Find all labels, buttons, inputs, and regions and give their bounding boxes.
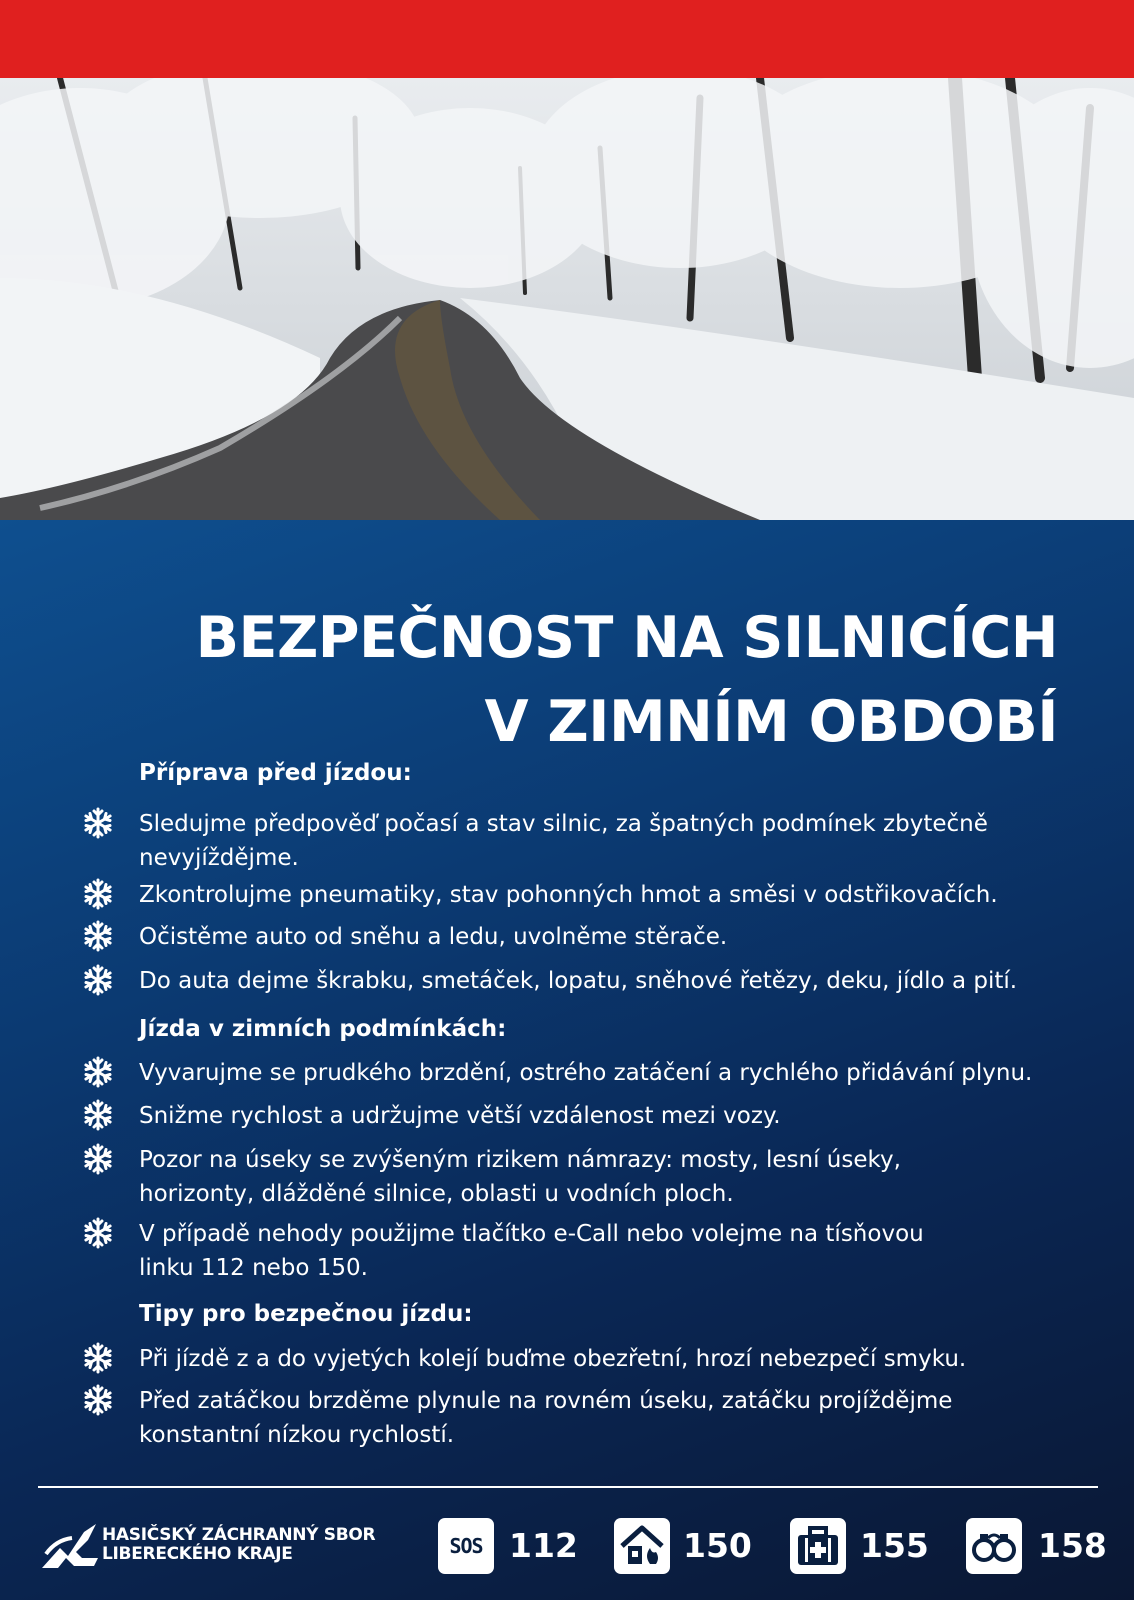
handcuffs-icon (966, 1518, 1022, 1574)
list-item-line: konstantní nízkou rychlostí. (139, 1422, 455, 1448)
organization-name (102, 1526, 375, 1564)
list-item-line: Do auta dejme škrabku, smetáček, lopatu, sněhové řetězy, deku, jídlo a pití. (139, 968, 1018, 994)
section-heading-preparation: Příprava před jízdou: (139, 760, 412, 786)
snowflake-icon (82, 1099, 114, 1131)
snowflake-icon (82, 1056, 114, 1088)
title-line-1: BEZPEČNOST NA SILNICÍCH (195, 605, 1058, 671)
list-item-line: nevyjíždějme. (139, 845, 299, 871)
list-item-line: Zkontrolujme pneumatiky, stav pohonných hmot a směsi v odstřikovačích. (139, 882, 998, 908)
page-title (196, 596, 1058, 764)
snowy-road-photo (0, 78, 1134, 520)
section-heading-safe-driving-tips: Tipy pro bezpečnou jízdu: (139, 1301, 473, 1327)
list-item-line: linku 112 nebo 150. (139, 1255, 368, 1281)
list-item-line: Sledujme předpověď počasí a stav silnic, za špatných podmínek zbytečně (139, 811, 988, 837)
sos-icon (438, 1518, 494, 1574)
snowflake-icon (82, 807, 114, 839)
emergency-number-150: 150 (683, 1526, 752, 1565)
list-item-line: Před zatáčkou brzděme plynule na rovném úseku, zatáčku projíždějme (139, 1388, 953, 1414)
list-item-line: Snižme rychlost a udržujme větší vzdálenost mezi vozy. (139, 1103, 781, 1129)
section-heading-winter-driving: Jízda v zimních podmínkách: (139, 1016, 507, 1042)
fire-rescue-logo-icon (38, 1518, 102, 1574)
footer-divider (38, 1486, 1098, 1488)
title-line-2: V ZIMNÍM OBDOBÍ (484, 689, 1058, 755)
list-item-line: Při jízdě z a do vyjetých kolejí buďme obezřetní, hrozí nebezpečí smyku. (139, 1346, 967, 1372)
snowflake-icon (82, 878, 114, 910)
list-item-line: Vyvarujme se prudkého brzdění, ostrého zatáčení a rychlého přidávání plynu. (139, 1060, 1033, 1086)
emergency-number-158: 158 (1038, 1526, 1107, 1565)
list-item-line: horizonty, dlážděné silnice, oblasti u vodních ploch. (139, 1181, 734, 1207)
list-item-line: Pozor na úseky se zvýšeným rizikem námrazy: mosty, lesní úseky, (139, 1147, 901, 1173)
fire-house-icon (614, 1518, 670, 1574)
emergency-number-112: 112 (509, 1526, 578, 1565)
top-red-bar (0, 0, 1134, 78)
snowflake-icon (82, 1143, 114, 1175)
snowflake-icon (82, 964, 114, 996)
emergency-number-155: 155 (860, 1526, 929, 1565)
list-item-line: Očistěme auto od sněhu a ledu, uvolněme stěrače. (139, 924, 728, 950)
snowflake-icon (82, 1217, 114, 1249)
snowflake-icon (82, 1342, 114, 1374)
snowflake-icon (82, 920, 114, 952)
list-item-line: V případě nehody použijme tlačítko e-Call nebo volejme na tísňovou (139, 1221, 924, 1247)
sos-icon-text: SOS (449, 1534, 483, 1558)
organization-name-line-1: HASIČSKÝ ZÁCHRANNÝ SBOR (102, 1525, 376, 1545)
snowflake-icon (82, 1384, 114, 1416)
organization-name-line-2: LIBERECKÉHO KRAJE (102, 1544, 293, 1564)
first-aid-kit-icon (790, 1518, 846, 1574)
